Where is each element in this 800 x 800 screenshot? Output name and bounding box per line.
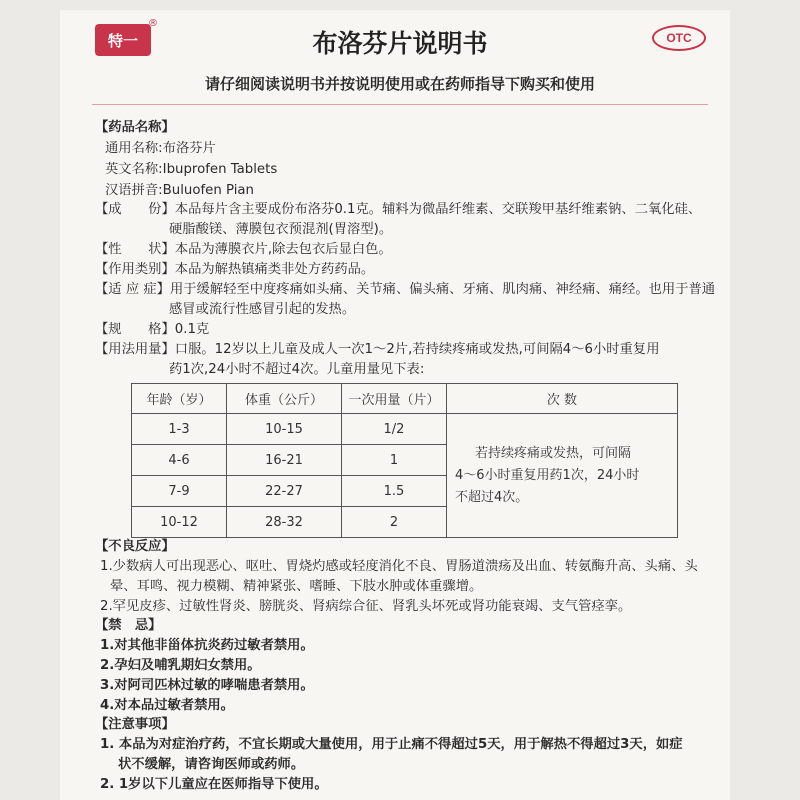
- header-weight: 体重（公斤）: [227, 384, 342, 414]
- note-line-3: 不超过4次。: [455, 489, 529, 505]
- adverse-1-line-2: 晕、耳鸣、视力模糊、精神紧张、嗜睡、下肢水肿或体重骤增。: [110, 579, 483, 594]
- adverse-1-line-1: 1.少数病人可出现恶心、呕吐、胃烧灼感或轻度消化不良、胃肠道溃疡及出血、转氨酶升高、头痛、头: [100, 559, 698, 574]
- generic-name: 通用名称:布洛芬片: [105, 141, 216, 156]
- frequency-note: [447, 414, 678, 538]
- precaution-1-line-2: 状不缓解，请咨询医师或药师。: [118, 757, 305, 772]
- contraindication-3: 3.对阿司匹林过敏的哮喘患者禁用。: [100, 678, 314, 693]
- cell-weight: 22-27: [227, 476, 342, 507]
- header-dose: 一次用量（片）: [342, 384, 447, 414]
- section-contraindications: 【禁 忌】: [95, 618, 162, 633]
- header-age: 年龄（岁）: [132, 384, 227, 414]
- cell-age: 1-3: [132, 414, 227, 445]
- brand-logo: 特一: [95, 24, 151, 56]
- cell-age: 10-12: [132, 507, 227, 538]
- section-drug-name: 【药品名称】: [95, 120, 175, 135]
- table-row: [132, 414, 678, 445]
- header-divider: [92, 104, 708, 105]
- header-frequency: 次 数: [447, 384, 678, 414]
- dosage-line-1: 【用法用量】口服。12岁以上儿童及成人一次1～2片,若持续疼痛或发热,可间隔4～6小时重复用: [95, 342, 660, 357]
- cell-dose: 1/2: [342, 414, 447, 445]
- page-title: 布洛芬片说明书: [312, 29, 488, 58]
- specification: 【规 格】0.1克: [95, 322, 210, 337]
- otc-badge: OTC: [652, 25, 706, 51]
- english-name: 英文名称:Ibuprofen Tablets: [105, 162, 278, 177]
- pinyin-name: 汉语拼音:Buluofen Pian: [105, 183, 254, 198]
- contraindication-1: 1.对其他非甾体抗炎药过敏者禁用。: [100, 638, 314, 653]
- page-subtitle: 请仔细阅读说明书并按说明使用或在药师指导下购买和使用: [204, 75, 595, 93]
- cell-weight: 10-15: [227, 414, 342, 445]
- cell-dose: 2: [342, 507, 447, 538]
- section-adverse-reactions: 【不良反应】: [95, 539, 175, 554]
- note-line-1: 若持续疼痛或发热，可间隔: [475, 445, 632, 461]
- cell-dose: 1.5: [342, 476, 447, 507]
- note-line-2: 4～6小时重复用药1次，24小时: [455, 467, 640, 483]
- precaution-2: 2. 1岁以下儿童应在医师指导下使用。: [100, 777, 328, 792]
- ingredients-line-1: 【成 份】本品每片含主要成份布洛芬0.1克。辅料为微晶纤维素、交联羧甲基纤维素钠、二氧化硅、: [95, 202, 702, 217]
- cell-age: 7-9: [132, 476, 227, 507]
- cell-weight: 28-32: [227, 507, 342, 538]
- table-header-row: [132, 384, 678, 414]
- contraindication-4: 4.对本品过敏者禁用。: [100, 698, 234, 713]
- dosage-line-2: 药1次,24小时不超过4次。儿童用量见下表:: [169, 362, 425, 377]
- category: 【作用类别】本品为解热镇痛类非处方药药品。: [95, 262, 375, 277]
- indications-line-1: 【适 应 症】用于缓解轻至中度疼痛如头痛、关节痛、偏头痛、牙痛、肌肉痛、神经痛、痛经。也用于普通: [95, 282, 716, 297]
- precaution-1-line-1: 1. 本品为对症治疗药，不宜长期或大量使用，用于止痛不得超过5天，用于解热不得超过3天，如症: [100, 737, 683, 752]
- registered-mark: ®: [148, 18, 158, 29]
- dosage-table: [131, 383, 678, 538]
- cell-weight: 16-21: [227, 445, 342, 476]
- ingredients-line-2: 硬脂酸镁、薄膜包衣预混剂(胃溶型)。: [169, 222, 393, 237]
- appearance: 【性 状】本品为薄膜衣片,除去包衣后显白色。: [95, 242, 392, 257]
- cell-dose: 1: [342, 445, 447, 476]
- indications-line-2: 感冒或流行性感冒引起的发热。: [169, 302, 356, 317]
- cell-age: 4-6: [132, 445, 227, 476]
- adverse-2: 2.罕见皮疹、过敏性肾炎、膀胱炎、肾病综合征、肾乳头坏死或肾功能衰竭、支气管痉挛。: [100, 599, 632, 614]
- section-precautions: 【注意事项】: [95, 717, 175, 732]
- contraindication-2: 2.孕妇及哺乳期妇女禁用。: [100, 658, 261, 673]
